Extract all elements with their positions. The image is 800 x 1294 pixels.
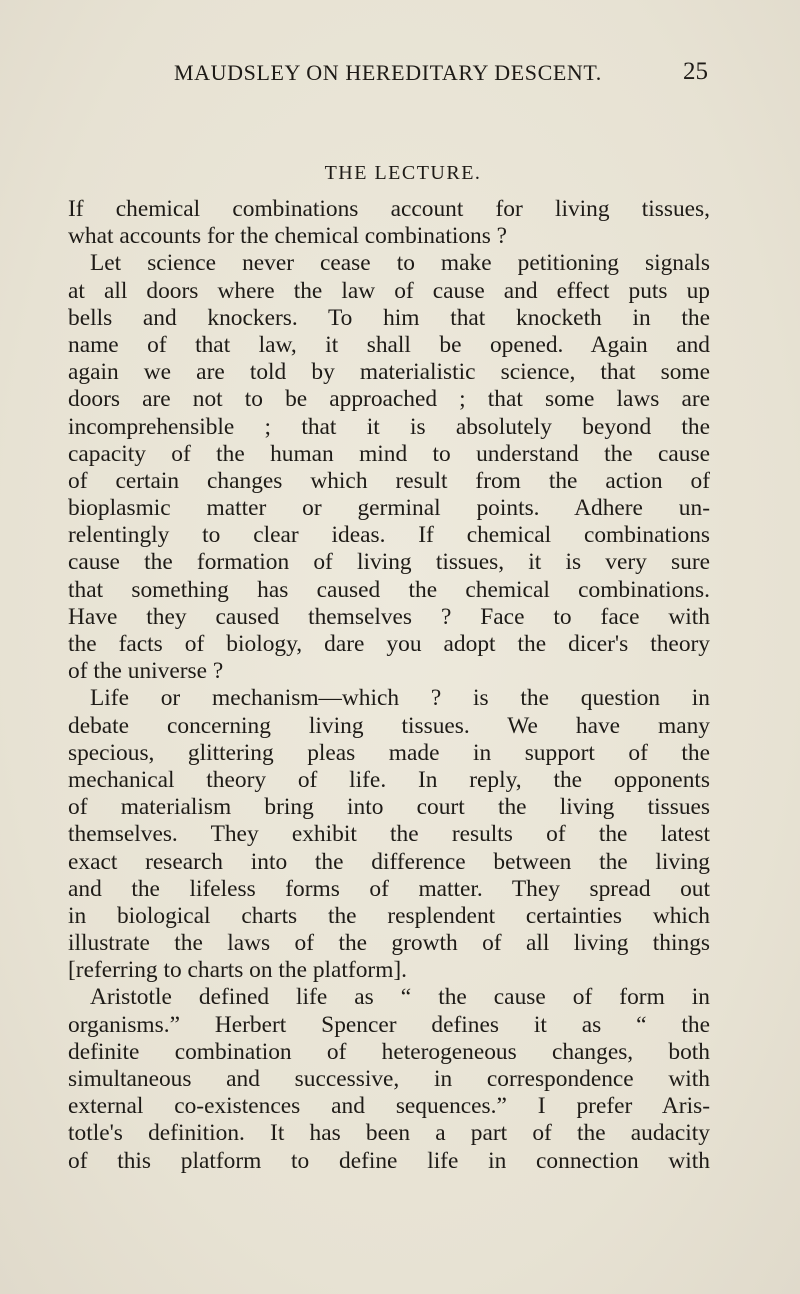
text-line: of this platform to define life in connection with (68, 1147, 710, 1174)
section-title: THE LECTURE. (324, 162, 482, 184)
text-line: of materialism bring into court the living tissues (68, 794, 710, 821)
text-line: capacity of the human mind to understand the cause (68, 440, 710, 467)
text-line: totle's definition. It has been a part of the audacity (68, 1120, 710, 1147)
text-line: external co-existences and sequences.” I prefer Aris- (68, 1093, 710, 1120)
text-line: simultaneous and successive, in correspondence with (68, 1066, 710, 1092)
page-number: 25 (683, 58, 708, 85)
text-line: Life or mechanism—which ? is the question in (90, 685, 710, 712)
text-line: themselves. They exhibit the results of the latest (68, 821, 710, 848)
text-line: Let science never cease to make petitioning signals (90, 250, 710, 277)
text-line: name of that law, it shall be opened. Again and (68, 331, 710, 358)
text-line: cause the formation of living tissues, it is very sure (68, 549, 710, 576)
text-line: of certain changes which result from the action of (68, 467, 710, 494)
text-line: doors are not to be approached ; that some laws are (68, 386, 710, 413)
text-line: in biological charts the resplendent certainties which (68, 902, 710, 929)
text-line: the facts of biology, dare you adopt the dicer's theory (68, 631, 710, 657)
text-line: of the universe ? (68, 658, 224, 685)
text-line: at all doors where the law of cause and effect puts up (68, 277, 710, 304)
text-line: [referring to charts on the platform]. (68, 957, 408, 984)
text-line: and the lifeless forms of matter. They spread out (68, 875, 710, 902)
text-line: bioplasmic matter or germinal points. Adhere un- (68, 495, 710, 522)
text-line: organisms.” Herbert Spencer defines it as “ the (68, 1011, 710, 1038)
text-line: definite combination of heterogeneous changes, both (68, 1038, 710, 1065)
text-line: If chemical combinations account for living tissues, (68, 196, 710, 222)
text-line: again we are told by materialistic science, that some (68, 359, 710, 386)
text-line: exact research into the difference between the living (68, 848, 710, 875)
text-line: incomprehensible ; that it is absolutely beyond the (68, 413, 710, 440)
text-line: specious, glittering pleas made in support of the (68, 739, 710, 766)
text-line: illustrate the laws of the growth of all living things (68, 930, 710, 957)
text-line: mechanical theory of life. In reply, the opponents (68, 766, 710, 793)
text-line: Aristotle defined life as “ the cause of form in (90, 984, 710, 1011)
page-header (68, 58, 710, 92)
text-line: Have they caused themselves ? Face to face with (68, 603, 710, 630)
text-line: relentingly to clear ideas. If chemical combinations (68, 522, 710, 549)
text-line: that something has caused the chemical combinations. (68, 576, 710, 603)
running-head: MAUDSLEY ON HEREDITARY DESCENT. (174, 60, 602, 85)
text-line: bells and knockers. To him that knocketh in the (68, 304, 710, 331)
text-line: what accounts for the chemical combinations ? (68, 223, 508, 250)
body-text (68, 196, 710, 1175)
text-line: debate concerning living tissues. We have many (68, 712, 710, 739)
